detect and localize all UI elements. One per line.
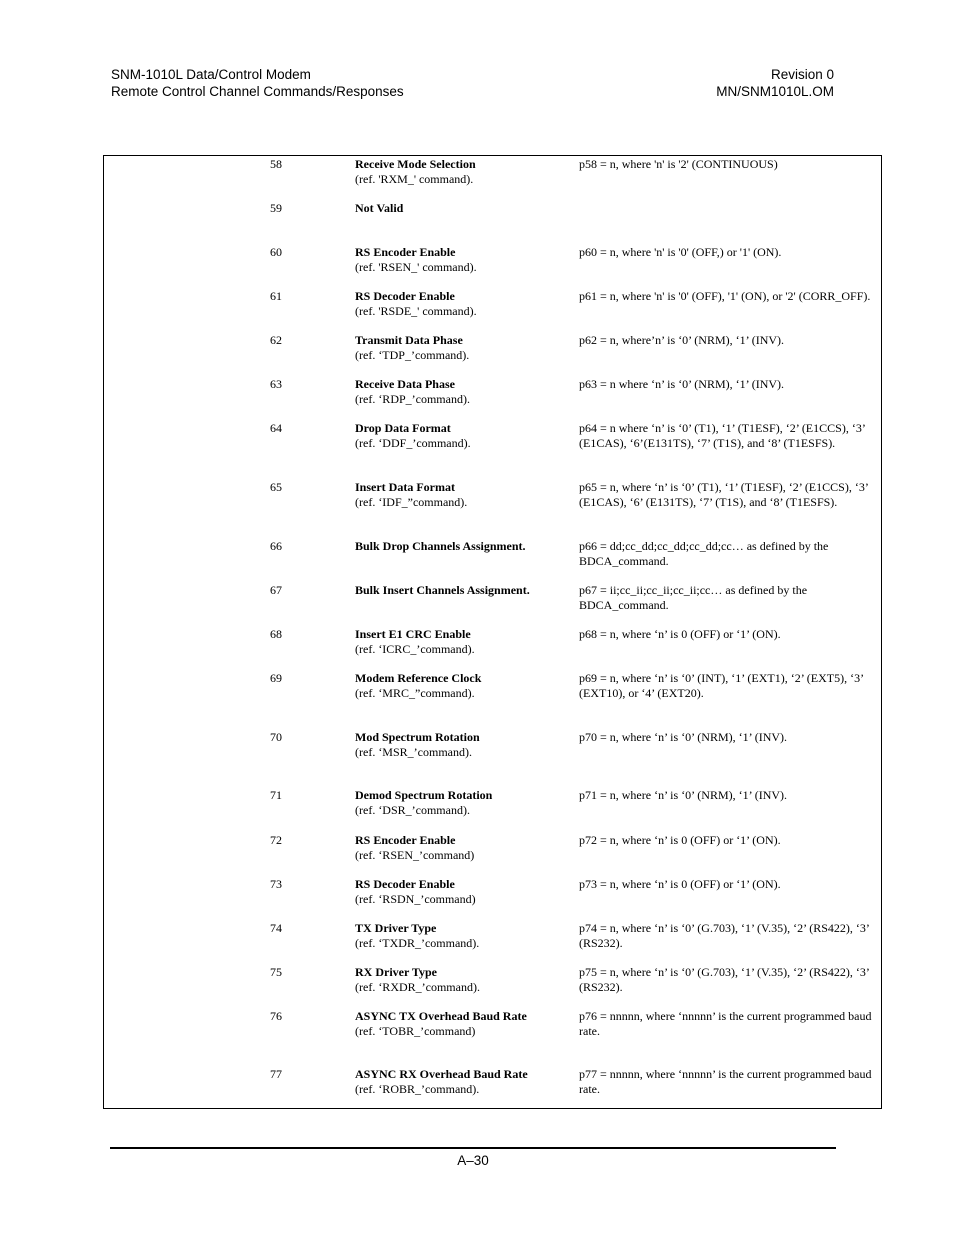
parameter-title: ASYNC TX Overhead Baud Rate bbox=[355, 1009, 527, 1023]
parameter-name bbox=[355, 788, 565, 817]
command-reference: (ref. ‘ICRC_’command). bbox=[355, 641, 475, 656]
parameter-number: 65 bbox=[270, 480, 282, 494]
command-reference: (ref. ‘RSEN_’command) bbox=[355, 847, 475, 862]
parameter-description: p67 = ii;cc_ii;cc_ii;cc_ii;cc… as defined by the BDCA_command. bbox=[579, 583, 808, 612]
parameter-name bbox=[355, 377, 565, 406]
parameter-name bbox=[355, 289, 565, 318]
command-reference: (ref. ‘ROBR_’command). bbox=[355, 1081, 480, 1096]
command-reference: (ref. ‘TOBR_’command) bbox=[355, 1023, 476, 1038]
parameter-description: p71 = n, where ‘n’ is ‘0’ (NRM), ‘1’ (INV). bbox=[579, 788, 788, 802]
parameter-name bbox=[355, 877, 565, 906]
parameter-title: RX Driver Type bbox=[355, 965, 437, 979]
parameter-number: 75 bbox=[270, 965, 282, 979]
parameter-description: p69 = n, where ‘n’ is ‘0’ (INT), ‘1’ (EXT1), ‘2’ (EXT5), ‘3’ (EXT10), or ‘4’ (EXT20). bbox=[579, 671, 864, 700]
parameter-number: 68 bbox=[270, 627, 282, 641]
command-reference: (ref. ‘RXDR_’command). bbox=[355, 979, 480, 994]
revision-label: Revision 0 bbox=[770, 67, 834, 82]
parameter-description: p62 = n, where’n’ is ‘0’ (NRM), ‘1’ (INV). bbox=[579, 333, 785, 347]
document-title: SNM-1010L Data/Control Modem bbox=[111, 67, 311, 82]
parameter-number: 60 bbox=[270, 245, 282, 259]
parameter-number: 58 bbox=[270, 157, 282, 171]
parameter-title: Mod Spectrum Rotation bbox=[355, 730, 480, 744]
parameter-number: 61 bbox=[270, 289, 282, 303]
parameter-title: Not Valid bbox=[355, 201, 404, 215]
header-right bbox=[716, 67, 834, 100]
command-reference: (ref. ‘DDF_’command). bbox=[355, 435, 471, 450]
command-reference: (ref. ‘TXDR_’command). bbox=[355, 935, 480, 950]
parameter-name bbox=[355, 583, 565, 598]
parameter-number: 71 bbox=[270, 788, 282, 802]
parameter-title: Drop Data Format bbox=[355, 421, 451, 435]
command-reference: (ref. ‘IDF_”command). bbox=[355, 494, 468, 509]
parameter-number: 62 bbox=[270, 333, 282, 347]
parameter-description: p61 = n, where 'n' is '0' (OFF), '1' (ON), or '2' (CORR_OFF). bbox=[579, 289, 871, 303]
parameter-number: 59 bbox=[270, 201, 282, 215]
parameter-description: p74 = n, where ‘n’ is ‘0’ (G.703), ‘1’ (V.35), ‘2’ (RS422), ‘3’ (RS232). bbox=[579, 921, 870, 950]
page-number: A–30 bbox=[457, 1153, 489, 1168]
parameter-title: Receive Data Phase bbox=[355, 377, 455, 391]
parameter-number: 72 bbox=[270, 833, 282, 847]
parameter-number: 66 bbox=[270, 539, 282, 553]
command-reference: (ref. ‘RSDN_’command) bbox=[355, 891, 476, 906]
parameter-title: ASYNC RX Overhead Baud Rate bbox=[355, 1067, 528, 1081]
parameter-name bbox=[355, 157, 565, 186]
footer-divider bbox=[110, 1147, 836, 1149]
parameter-description: p65 = n, where ‘n’ is ‘0’ (T1), ‘1’ (T1ESF), ‘2’ (E1CCS), ‘3’ (E1CAS), ‘6’ (E131TS), ‘7’ (T1S), and ‘8’ (T1ESFS). bbox=[579, 480, 868, 509]
parameter-description: p73 = n, where ‘n’ is 0 (OFF) or ‘1’ (ON). bbox=[579, 877, 781, 891]
parameter-title: Modem Reference Clock bbox=[355, 671, 482, 685]
parameter-number: 73 bbox=[270, 877, 282, 891]
parameter-title: Transmit Data Phase bbox=[355, 333, 463, 347]
parameter-description: p68 = n, where ‘n’ is 0 (OFF) or ‘1’ (ON). bbox=[579, 627, 781, 641]
parameter-name bbox=[355, 480, 565, 509]
parameter-name bbox=[355, 245, 565, 274]
parameter-name bbox=[355, 627, 565, 656]
parameter-title: Demod Spectrum Rotation bbox=[355, 788, 493, 802]
parameter-name bbox=[355, 421, 565, 450]
command-reference: (ref. 'RXM_' command). bbox=[355, 171, 474, 186]
parameter-title: RS Encoder Enable bbox=[355, 833, 456, 847]
parameter-number: 74 bbox=[270, 921, 282, 935]
command-reference: (ref. 'RSDE_' command). bbox=[355, 303, 477, 318]
parameter-title: Insert Data Format bbox=[355, 480, 455, 494]
parameter-number: 64 bbox=[270, 421, 282, 435]
parameter-title: Insert E1 CRC Enable bbox=[355, 627, 471, 641]
parameter-name bbox=[355, 730, 565, 759]
parameter-title: Receive Mode Selection bbox=[355, 157, 476, 171]
command-reference: (ref. ‘MRC_”command). bbox=[355, 685, 475, 700]
parameter-name bbox=[355, 333, 565, 362]
command-reference: (ref. ‘DSR_’command). bbox=[355, 802, 470, 817]
parameter-number: 77 bbox=[270, 1067, 282, 1081]
parameter-description: p72 = n, where ‘n’ is 0 (OFF) or ‘1’ (ON). bbox=[579, 833, 781, 847]
header-left bbox=[111, 67, 404, 100]
parameter-description: p63 = n where ‘n’ is ‘0’ (NRM), ‘1’ (INV). bbox=[579, 377, 785, 391]
parameter-title: Bulk Drop Channels Assignment. bbox=[355, 539, 526, 553]
parameter-number: 69 bbox=[270, 671, 282, 685]
parameter-name bbox=[355, 539, 565, 554]
section-title: Remote Control Channel Commands/Responses bbox=[111, 83, 404, 99]
parameter-number: 63 bbox=[270, 377, 282, 391]
parameter-title: RS Decoder Enable bbox=[355, 877, 455, 891]
parameter-name bbox=[355, 1009, 565, 1038]
parameter-description: p76 = nnnnn, where ‘nnnnn’ is the current programmed baud rate. bbox=[579, 1009, 872, 1038]
parameter-name bbox=[355, 671, 565, 700]
parameter-title: Bulk Insert Channels Assignment. bbox=[355, 583, 530, 597]
parameter-description: p66 = dd;cc_dd;cc_dd;cc_dd;cc… as defined by the BDCA_command. bbox=[579, 539, 829, 568]
parameter-table bbox=[103, 155, 882, 1109]
parameter-name bbox=[355, 833, 565, 862]
parameter-name bbox=[355, 965, 565, 994]
parameter-description: p64 = n where ‘n’ is ‘0’ (T1), ‘1’ (T1ESF), ‘2’ (E1CCS), ‘3’ (E1CAS), ‘6’(E131TS), ‘7’ (T1S), and ‘8’ (T1ESFS). bbox=[579, 421, 865, 450]
parameter-name bbox=[355, 921, 565, 950]
parameter-title: TX Driver Type bbox=[355, 921, 437, 935]
parameter-description: p75 = n, where ‘n’ is ‘0’ (G.703), ‘1’ (V.35), ‘2’ (RS422), ‘3’ (RS232). bbox=[579, 965, 870, 994]
parameter-name bbox=[355, 201, 565, 216]
command-reference: (ref. ‘RDP_’command). bbox=[355, 391, 470, 406]
parameter-title: RS Encoder Enable bbox=[355, 245, 456, 259]
parameter-description: p77 = nnnnn, where ‘nnnnn’ is the current programmed baud rate. bbox=[579, 1067, 872, 1096]
document-number: MN/SNM1010L.OM bbox=[716, 83, 834, 99]
parameter-number: 67 bbox=[270, 583, 282, 597]
command-reference: (ref. ‘TDP_’command). bbox=[355, 347, 470, 362]
command-reference: (ref. ‘MSR_’command). bbox=[355, 744, 472, 759]
parameter-description: p60 = n, where 'n' is '0' (OFF,) or '1' (ON). bbox=[579, 245, 782, 259]
parameter-number: 76 bbox=[270, 1009, 282, 1023]
parameter-description: p70 = n, where ‘n’ is ‘0’ (NRM), ‘1’ (INV). bbox=[579, 730, 788, 744]
parameter-name bbox=[355, 1067, 565, 1096]
command-reference: (ref. 'RSEN_' command). bbox=[355, 259, 477, 274]
parameter-description: p58 = n, where 'n' is '2' (CONTINUOUS) bbox=[579, 157, 778, 171]
parameter-number: 70 bbox=[270, 730, 282, 744]
parameter-title: RS Decoder Enable bbox=[355, 289, 455, 303]
